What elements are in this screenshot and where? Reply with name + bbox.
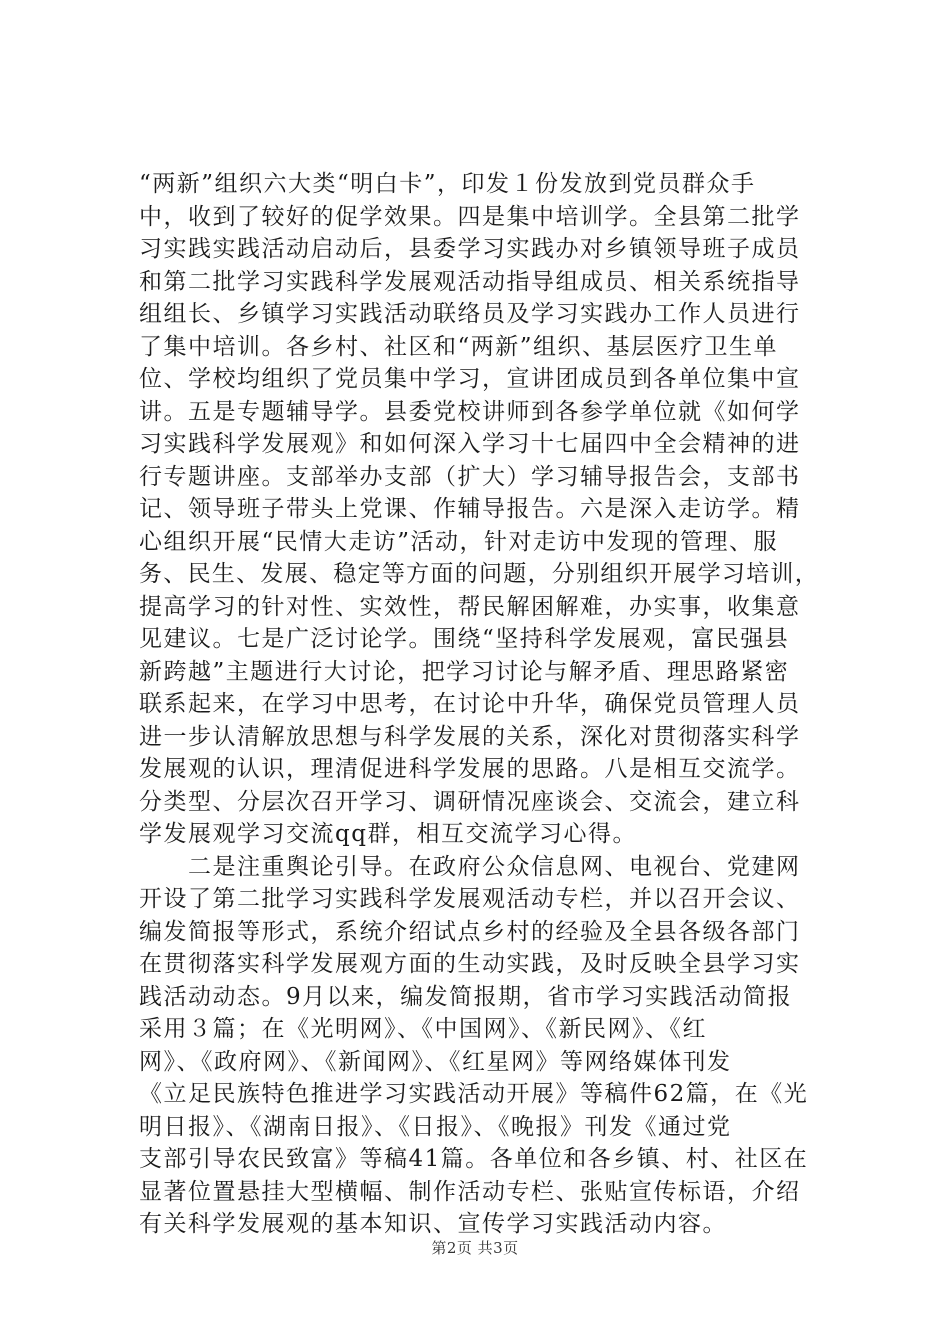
text-line: 见建议。七是广泛讨论学。围绕“坚持科学发展观，富民强县 [139,626,790,652]
text-line: 网》、《政府网》、《新闻网》、《红星网》等网络媒体刊发 [139,1048,732,1075]
text-line: 编发简报等形式，系统介绍试点乡村的经验及全县各级各部门 [139,918,801,945]
text-line: 位、学校均组织了党员集中学习，宣讲团成员到各单位集中宣 [139,366,801,392]
text-line: 习实践科学发展观》和如何深入学习十七届四中全会精神的进 [139,431,801,457]
text-line: 践活动动态。9月以来，编发简报期，省市学习实践活动简报 [139,983,793,1010]
text-line: 分类型、分层次召开学习、调研情况座谈会、交流会，建立科 [139,788,801,815]
text-line: 《立足民族特色推进学习实践活动开展》等稿件62篇，在《光 [139,1081,809,1107]
text-line: 了集中培训。各乡村、社区和“两新”组织、基层医疗卫生单 [139,333,779,360]
text-line: 和第二批学习实践科学发展观活动指导组成员、相关系统指导 [139,268,801,295]
text-line: 务、民生、发展、稳定等方面的问题，分别组织开展学习培训， [139,561,819,587]
text-line: 讲。五是专题辅导学。县委党校讲师到各参学单位就《如何学 [139,398,801,425]
text-line: 发展观的认识，理清促进科学发展的思路。八是相互交流学。 [139,756,801,782]
text-line: “两新”组织六大类“明白卡”，印发１份发放到党员群众手 [139,171,756,197]
text-line: 显著位置悬挂大型横幅、制作活动专栏、张贴宣传标语，介绍 [139,1178,801,1205]
text-line: 联系起来，在学习中思考，在讨论中升华，确保党员管理人员 [139,691,801,717]
text-line: 进一步认清解放思想与科学发展的关系，深化对贯彻落实科学 [139,723,801,750]
text-line: 在贯彻落实科学发展观方面的生动实践，及时反映全县学习实 [139,951,801,977]
text-line: 支部引导农民致富》等稿41篇。各单位和各乡镇、村、社区在 [139,1146,809,1172]
text-line: 记、领导班子带头上党课、作辅导报告。六是深入走访学。精 [139,496,801,522]
text-line: 组组长、乡镇学习实践活动联络员及学习实践办工作人员进行 [139,301,801,327]
text-line: 中，收到了较好的促学效果。四是集中培训学。全县第二批学 [139,203,801,230]
document-body [139,168,819,1241]
text-line: 新跨越”主题进行大讨论，把学习讨论与解矛盾、理思路紧密 [139,658,790,685]
text-line: 明日报》、《湖南日报》、《日报》、《晚报》刊发《通过党 [139,1113,732,1140]
page-number-footer: 第2页 共3页 [431,1239,519,1257]
text-line: 有关科学发展观的基本知识、宣传学习实践活动内容。 [139,1211,727,1237]
text-line: 习实践实践活动启动后，县委学习实践办对乡镇领导班子成员 [139,236,801,262]
text-line: 开设了第二批学习实践科学发展观活动专栏，并以召开会议、 [139,886,801,912]
text-line: 采用３篇；在《光明网》、《中国网》、《新民网》、《红 [139,1016,707,1042]
text-line: 提高学习的针对性、实效性，帮民解困解难，办实事，收集意 [139,593,801,620]
text-line: 行专题讲座。支部举办支部（扩大）学习辅导报告会，支部书 [139,463,801,490]
text-line: 二是注重舆论引导。在政府公众信息网、电视台、党建网 [139,853,801,880]
text-line: 学发展观学习交流qq群，相互交流学习心得。 [139,821,637,847]
text-line: 心组织开展“民情大走访”活动，针对走访中发现的管理、服 [139,528,779,555]
